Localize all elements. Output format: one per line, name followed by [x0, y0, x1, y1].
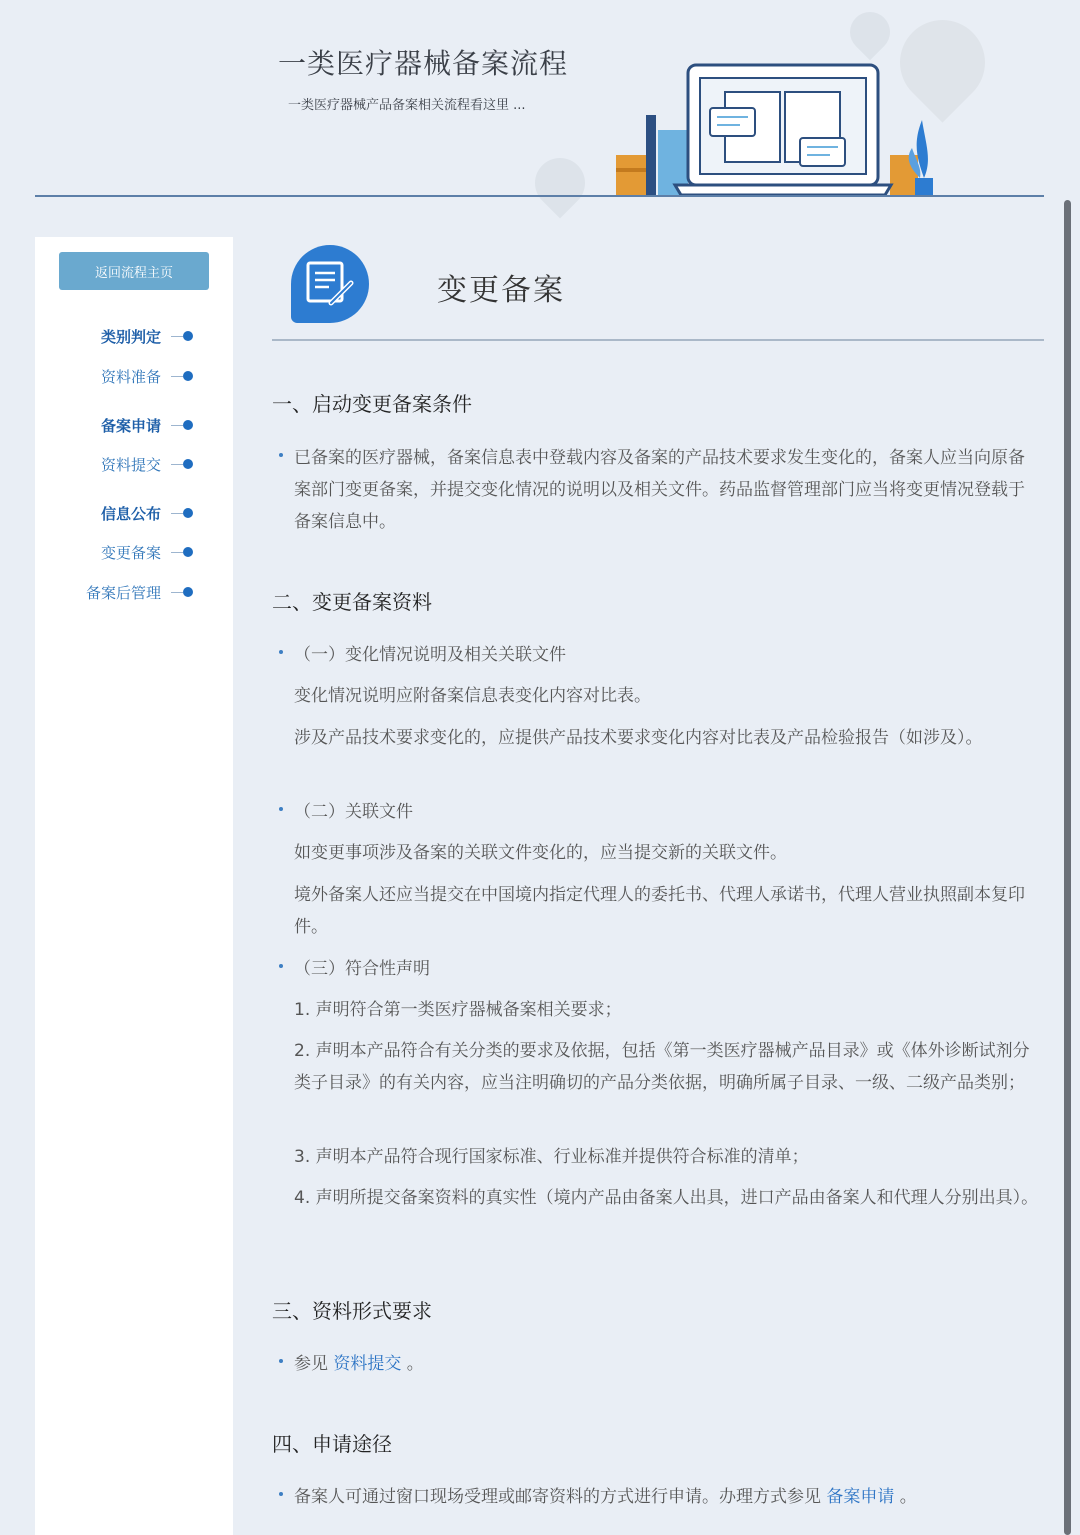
- nav-dot-icon: [183, 587, 193, 597]
- nav-dot-icon: [183, 420, 193, 430]
- connector-line: [171, 336, 183, 337]
- section-heading: 二、变更备案资料: [272, 590, 432, 614]
- paragraph: 4. 声明所提交备案资料的真实性（境内产品由备案人出具，进口产品由备案人和代理人分别出具）。: [294, 1188, 1039, 1208]
- section-heading: 三、资料形式要求: [272, 1299, 432, 1323]
- paragraph: 2. 声明本产品符合有关分类的要求及依据，包括《第一类医疗器械产品目录》或《体外诊断试剂分类子目录》的有关内容，应当注明确切的产品分类依据，明确所属子目录、一级、二级产品类别；: [294, 1041, 1030, 1093]
- bullet-icon: [279, 650, 283, 654]
- sidebar-item-post-filing[interactable]: [86, 582, 193, 602]
- paragraph: 3. 声明本产品符合现行国家标准、行业标准并提供符合标准的清单；: [294, 1147, 809, 1167]
- bullet-icon: [279, 453, 283, 457]
- connector-line: [171, 376, 183, 377]
- paragraph: 涉及产品技术要求变化的，应提供产品技术要求变化内容对比表及产品检验报告（如涉及）。: [294, 728, 983, 748]
- laptop-illustration: [600, 50, 960, 200]
- paragraph: 变化情况说明应附备案信息表变化内容对比表。: [294, 686, 651, 706]
- site-subtitle: 一类医疗器械产品备案相关流程看这里 ...: [288, 98, 526, 113]
- sidebar-item-change-filing[interactable]: [101, 542, 193, 562]
- sidebar-item-material-prep[interactable]: [101, 366, 193, 386]
- sidebar-item-filing-application[interactable]: [101, 415, 193, 435]
- scrollbar-thumb[interactable]: [1064, 200, 1071, 1535]
- bullet-icon: [279, 807, 283, 811]
- subsection-title: （二）关联文件: [294, 802, 413, 822]
- connector-line: [171, 592, 183, 593]
- sidebar-item-label: 备案申请: [100, 416, 161, 435]
- page-header: [0, 0, 1080, 200]
- text-suffix: 。: [894, 1487, 917, 1507]
- back-to-main-button[interactable]: 返回流程主页: [59, 252, 209, 290]
- connector-line: [171, 513, 183, 514]
- sidebar-item-label: 资料准备: [100, 367, 161, 386]
- paragraph: 如变更事项涉及备案的关联文件变化的，应当提交新的关联文件。: [294, 843, 787, 863]
- paragraph: [294, 1348, 1039, 1380]
- header-divider: [35, 195, 1044, 197]
- nav-dot-icon: [183, 331, 193, 341]
- nav-dot-icon: [183, 371, 193, 381]
- section-heading: 一、启动变更备案条件: [272, 392, 472, 416]
- subsection-title: （三）符合性声明: [294, 959, 430, 979]
- sidebar-item-label: 信息公布: [100, 504, 161, 523]
- nav-dot-icon: [183, 547, 193, 557]
- bullet-icon: [279, 1492, 283, 1496]
- connector-line: [171, 464, 183, 465]
- text-suffix: 。: [401, 1354, 424, 1374]
- sidebar-item-label: 变更备案: [100, 543, 161, 562]
- document-edit-icon: [291, 245, 369, 323]
- nav-dot-icon: [183, 459, 193, 469]
- paragraph: 已备案的医疗器械，备案信息表中登载内容及备案的产品技术要求发生变化的，备案人应当向原备案部门变更备案，并提交变化情况的说明以及相关文件。药品监督管理部门应当将变更情况登载于备案信息中。: [294, 448, 1025, 532]
- page-title: 变更备案: [437, 273, 565, 308]
- connector-line: [171, 552, 183, 553]
- sidebar-item-label: 资料提交: [100, 455, 161, 474]
- paragraph: [294, 1481, 1039, 1513]
- sidebar: [35, 237, 233, 1535]
- text-prefix: 参见: [294, 1354, 334, 1374]
- nav-dot-icon: [183, 508, 193, 518]
- document-edit-glyph: [291, 245, 369, 323]
- site-title: 一类医疗器械备案流程: [278, 47, 569, 80]
- sidebar-item-label: 类别判定: [100, 327, 161, 346]
- bullet-icon: [279, 964, 283, 968]
- sidebar-item-info-publish[interactable]: [101, 503, 193, 523]
- decor-drop: [525, 148, 596, 219]
- paragraph: 境外备案人还应当提交在中国境内指定代理人的委托书、代理人承诺书，代理人营业执照副本复印件。: [294, 885, 1025, 937]
- text-prefix: 备案人可通过窗口现场受理或邮寄资料的方式进行申请。办理方式参见: [294, 1487, 827, 1507]
- sidebar-item-category[interactable]: [101, 326, 193, 346]
- sidebar-item-material-submit[interactable]: [101, 454, 193, 474]
- subsection-title: （一）变化情况说明及相关关联文件: [294, 645, 566, 665]
- filing-application-link[interactable]: 备案申请: [826, 1487, 895, 1507]
- title-divider: [272, 339, 1044, 341]
- section-heading: 四、申请途径: [272, 1432, 392, 1456]
- material-submit-link[interactable]: 资料提交: [333, 1354, 402, 1374]
- connector-line: [171, 425, 183, 426]
- bullet-icon: [279, 1359, 283, 1363]
- paragraph: 1. 声明符合第一类医疗器械备案相关要求；: [294, 1000, 622, 1020]
- sidebar-item-label: 备案后管理: [85, 583, 161, 602]
